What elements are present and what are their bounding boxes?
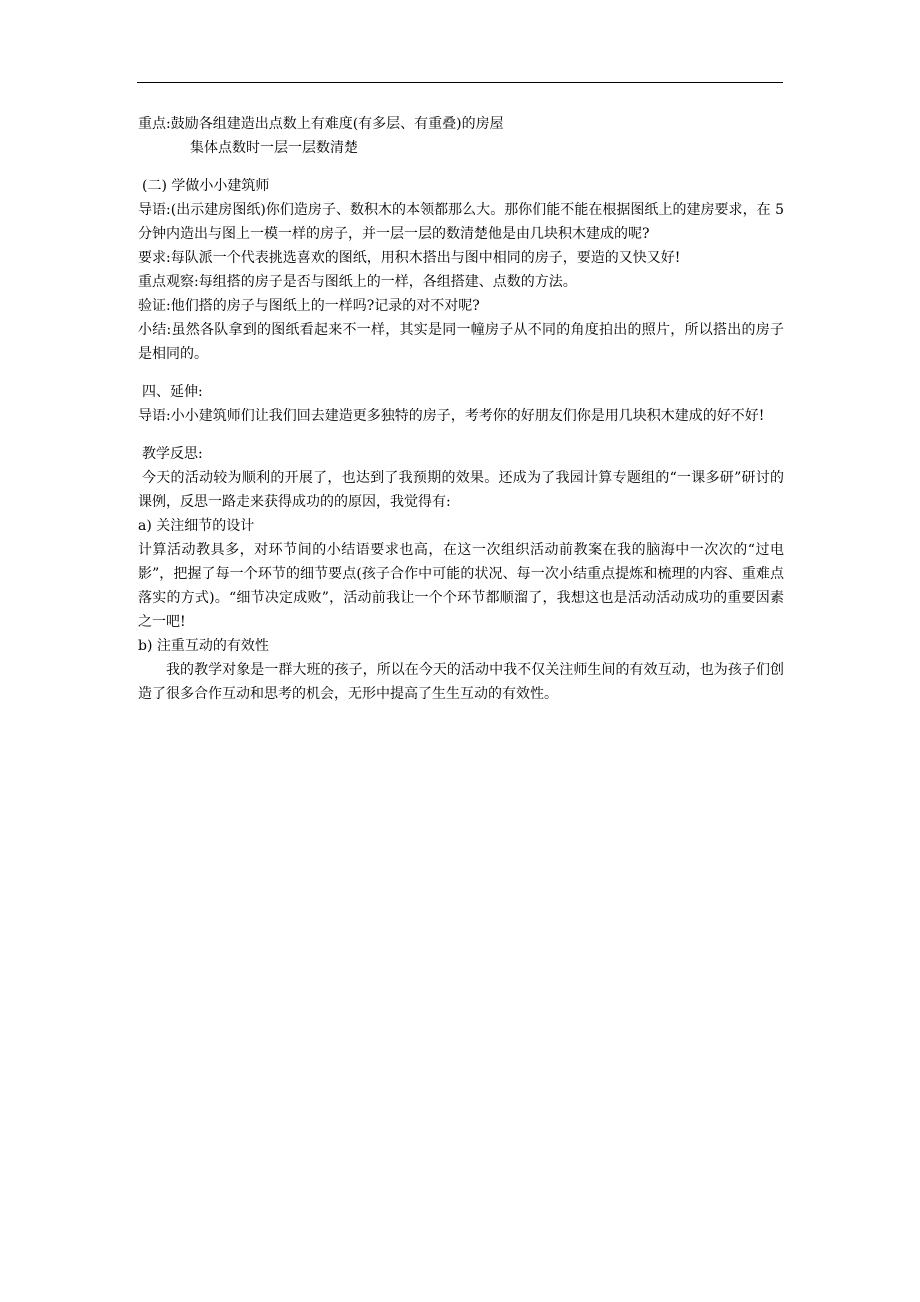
point-b-title: b) 注重互动的有效性: [138, 638, 269, 654]
document-body: [138, 112, 784, 706]
point-b-body: 我的教学对象是一群大班的孩子，所以在今天的活动中我不仅关注师生间的有效互动，也为孩子们创造了很多合作互动和思考的机会，无形中提高了生生互动的有效性。: [138, 662, 784, 702]
section2-heading: (二) 学做小小建筑师: [142, 178, 270, 194]
focus-line-1: 重点:鼓励各组建造出点数上有难度(有多层、有重叠)的房屋: [138, 116, 504, 132]
reflection-intro: 今天的活动较为顺利的开展了，也达到了我预期的效果。还成为了我园计算专题组的“一课多研”研讨的课例，反思一路走来获得成功的的原因，我觉得有:: [138, 470, 784, 510]
section2-guide: 导语:(出示建房图纸)你们造房子、数积木的本领都那么大。那你们能不能在根据图纸上的建房要求，在 5 分钟内造出与图上一模一样的房子，并一层一层的数清楚他是由几块积木建成的呢?: [138, 202, 784, 242]
reflection-heading: 教学反思:: [142, 446, 203, 462]
point-a-title: a) 关注细节的设计: [138, 518, 255, 534]
section4-heading: 四、延伸:: [142, 384, 203, 400]
section2-requirement: 要求:每队派一个代表挑选喜欢的图纸，用积木搭出与图中相同的房子，要造的又快又好!: [138, 250, 681, 266]
spacer: [138, 160, 784, 174]
spacer: [138, 366, 784, 380]
focus-line-2: 集体点数时一层一层数清楚: [190, 140, 358, 156]
section4-guide: 导语:小小建筑师们让我们回去建造更多独特的房子，考考你的好朋友们你是用几块积木建成的好不好!: [138, 408, 765, 424]
point-a-body: 计算活动教具多，对环节间的小结语要求也高，在这一次组织活动前教案在我的脑海中一次次的“过电影”，把握了每一个环节的细节要点(孩子合作中可能的状况、每一次小结重点提炼和梳理的内容、重难点落实的方式)。“细节决定成败”，活动前我让一个个环节都顺溜了，我想这也是活动活动成功的重要因素之一吧!: [138, 542, 784, 630]
section2-observe: 重点观察:每组搭的房子是否与图纸上的一样，各组搭建、点数的方法。: [138, 274, 577, 290]
section2-verify: 验证:他们搭的房子与图纸上的一样吗?记录的对不对呢?: [138, 298, 480, 314]
section2-summary: 小结:虽然各队拿到的图纸看起来不一样，其实是同一幢房子从不同的角度拍出的照片，所以搭出的房子是相同的。: [138, 322, 784, 362]
spacer: [138, 428, 784, 442]
header-rule: [137, 82, 783, 83]
